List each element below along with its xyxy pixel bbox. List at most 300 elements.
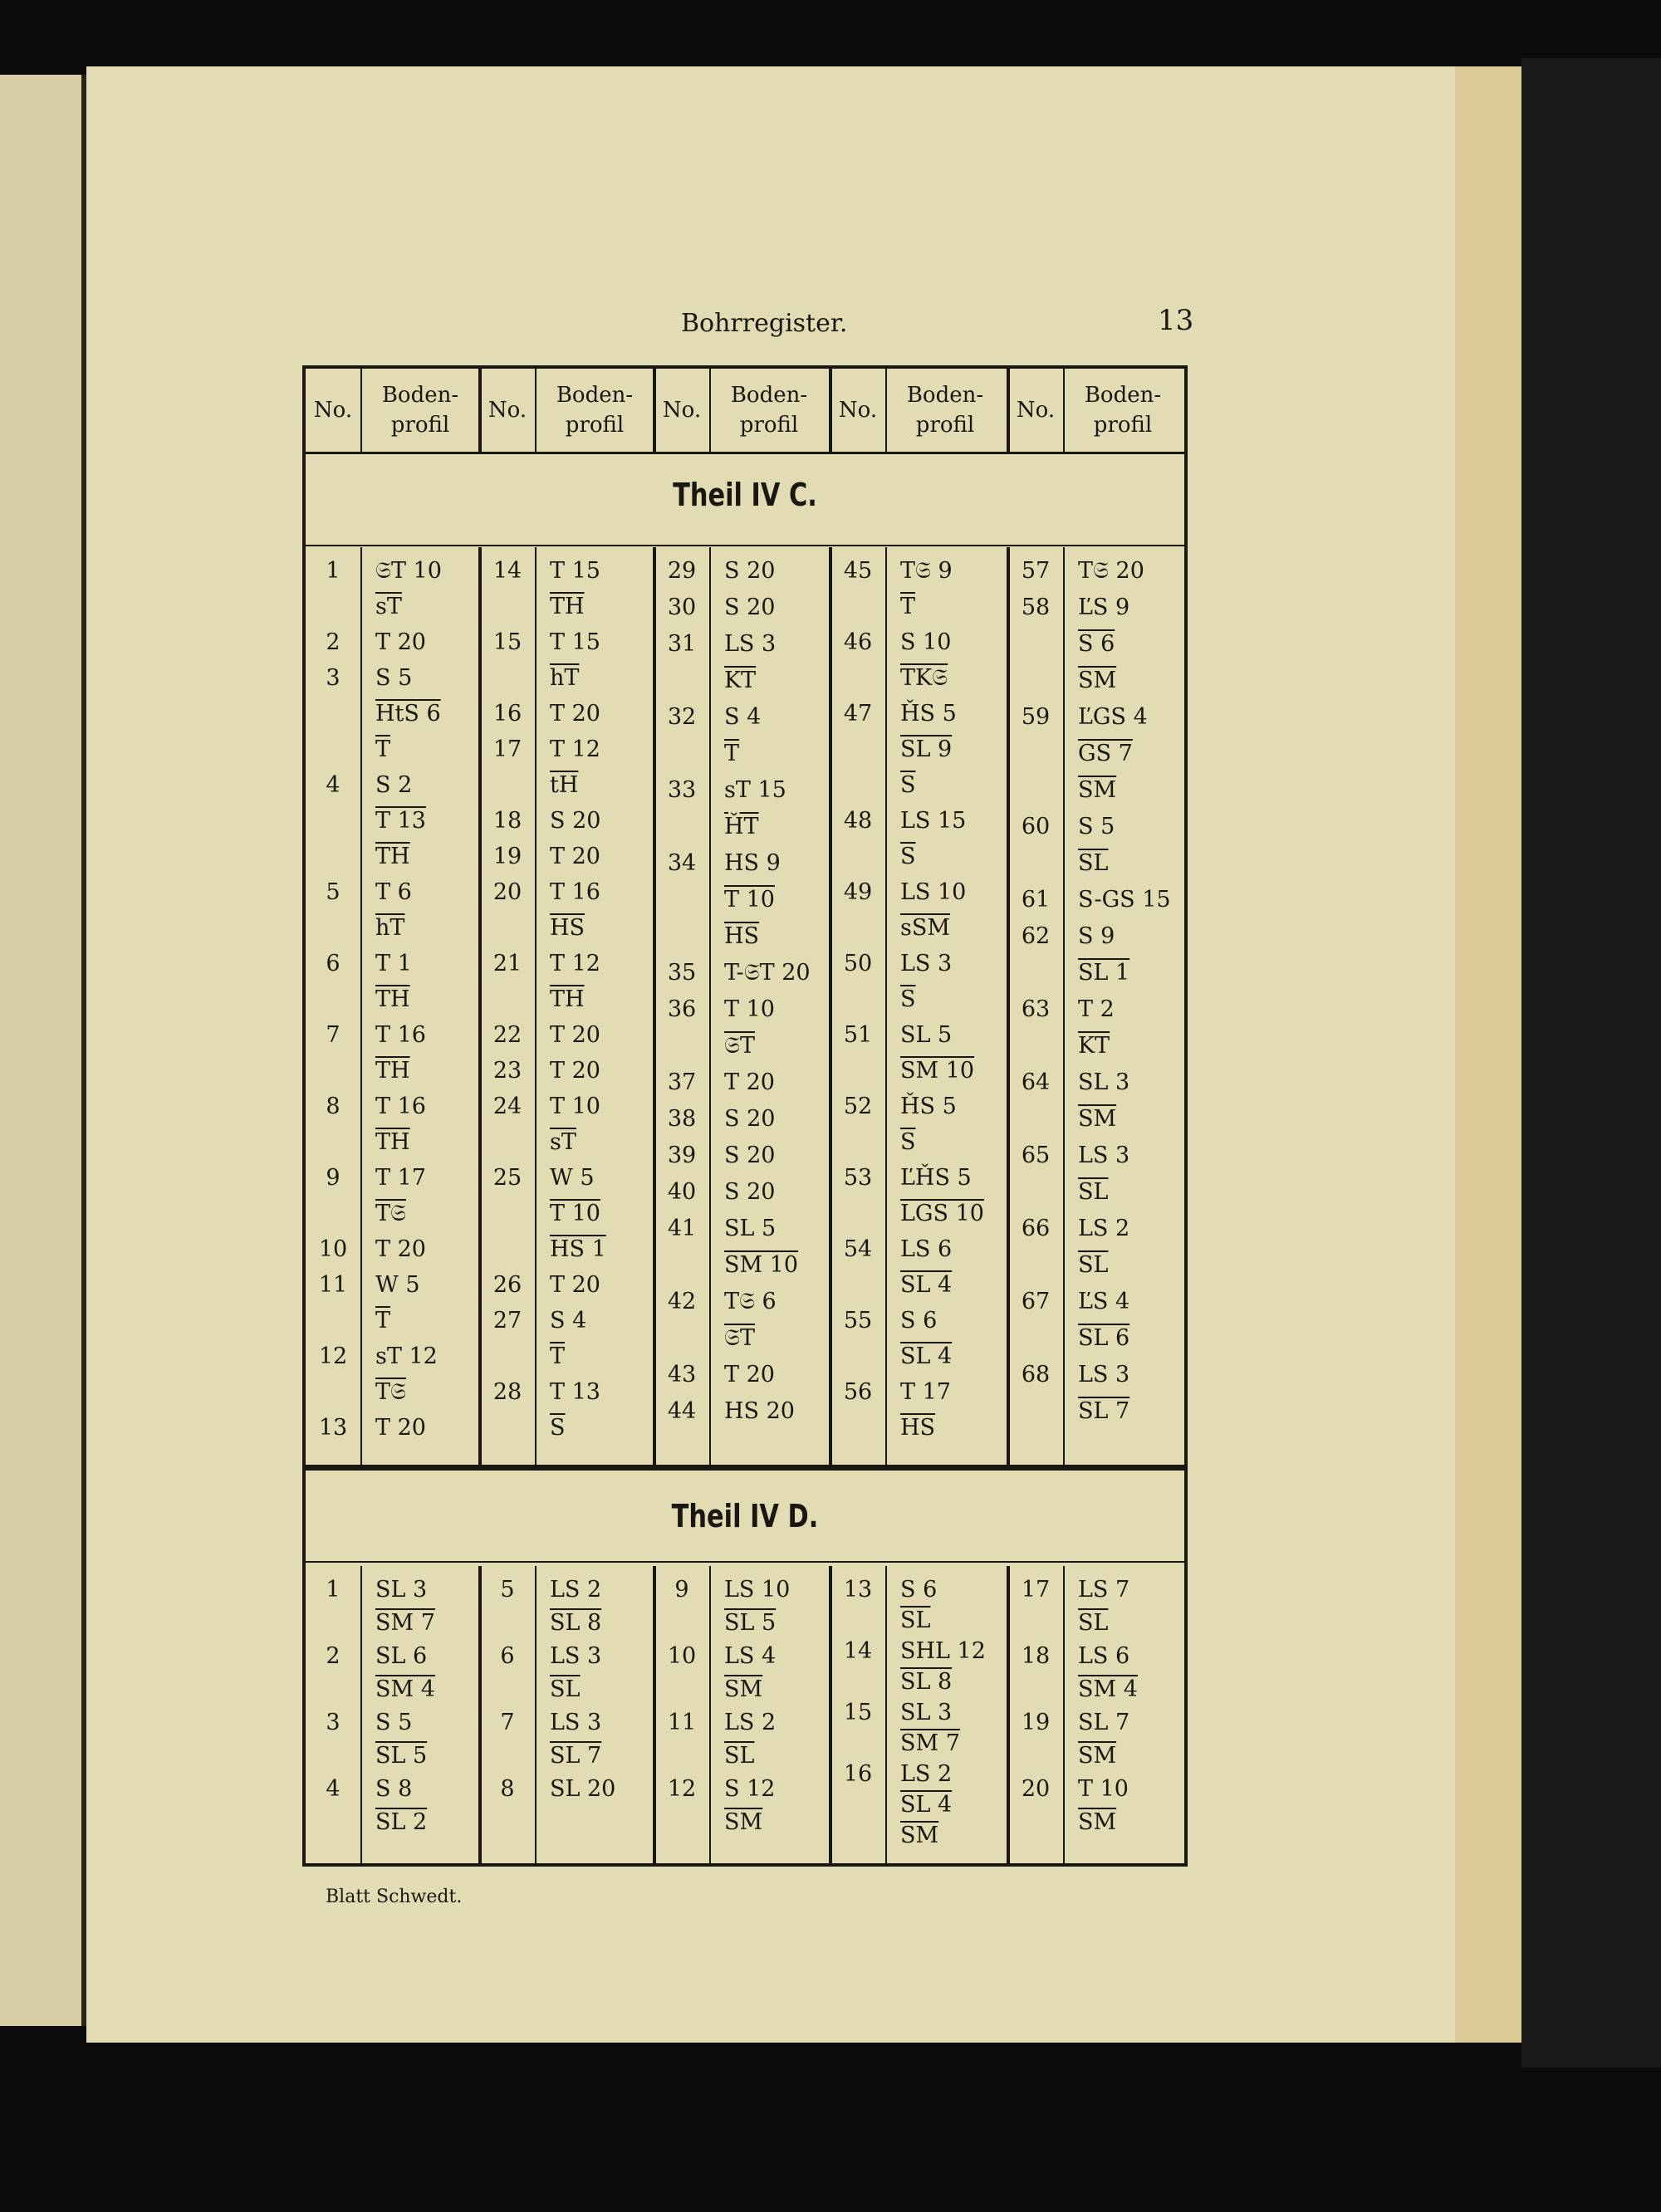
soil-profile-line: $\overline{HS}$ bbox=[724, 923, 760, 949]
soil-profile-line: $\overline{hT}$ bbox=[550, 665, 580, 691]
soil-profile-line: T 10 bbox=[724, 996, 775, 1022]
soil-profile-line: W 5 bbox=[550, 1165, 595, 1191]
column-divider bbox=[360, 1566, 362, 1863]
entry-number: 50 bbox=[843, 951, 873, 976]
soil-profile-line: S 6 bbox=[900, 1308, 938, 1334]
soil-profile-line: $\overline{TH}$ bbox=[375, 1058, 410, 1084]
entry-number: 6 bbox=[326, 951, 341, 976]
group-divider bbox=[829, 547, 832, 1465]
entry-number: 14 bbox=[492, 558, 522, 584]
soil-profile-line: $\overline{T}$ bbox=[550, 1343, 566, 1369]
soil-profile-line: LS 2 bbox=[724, 1710, 777, 1735]
soil-profile-line: SM 4 bbox=[1078, 1676, 1138, 1702]
soil-profile-line: LS 2 bbox=[550, 1577, 602, 1603]
soil-profile-line: SL 9 bbox=[900, 737, 953, 762]
entry-number: 18 bbox=[1021, 1643, 1051, 1669]
entry-number: 17 bbox=[492, 737, 522, 762]
entry-number: 57 bbox=[1021, 558, 1051, 584]
header-no: No. bbox=[838, 398, 878, 423]
soil-profile-line: LGS 10 bbox=[900, 1201, 984, 1226]
column-divider bbox=[1063, 1566, 1065, 1863]
soil-profile-line: S 20 bbox=[724, 1179, 776, 1205]
soil-profile-line: S 20 bbox=[724, 558, 776, 584]
soil-profile-line: LS 7 bbox=[1078, 1577, 1130, 1603]
soil-profile-line: SL 4 bbox=[900, 1343, 953, 1369]
soil-profile-line: T 16 bbox=[375, 1094, 426, 1119]
soil-profile-line: SM 7 bbox=[900, 1730, 960, 1756]
entry-number: 12 bbox=[318, 1343, 348, 1369]
soil-profile-line: HtS 6 bbox=[375, 701, 441, 727]
entry-number: 31 bbox=[667, 631, 697, 657]
column-divider bbox=[535, 1566, 537, 1863]
soil-profile-line: $\overline{TH}$ bbox=[375, 1129, 410, 1155]
soil-profile-line: LS 15 bbox=[900, 808, 967, 834]
entry-number: 56 bbox=[843, 1379, 873, 1405]
soil-profile-line: T 20 bbox=[550, 701, 600, 727]
soil-profile-line: $\overline{SM}$ bbox=[1078, 1106, 1117, 1132]
column-divider bbox=[360, 547, 362, 1465]
column-divider bbox=[709, 1566, 711, 1863]
entry-number: 46 bbox=[843, 629, 873, 655]
soil-profile-line: T 17 bbox=[900, 1379, 951, 1405]
soil-profile-line: T 15 bbox=[550, 629, 600, 655]
soil-profile-line: $\overline{SM}$ bbox=[724, 1809, 763, 1835]
entry-number: 20 bbox=[1021, 1776, 1051, 1802]
soil-profile-line: 𝔖T bbox=[724, 1325, 755, 1351]
header-bodenprofil: Boden- profil bbox=[730, 383, 808, 438]
entry-number: 30 bbox=[667, 595, 697, 620]
soil-profile-line: T 13 bbox=[375, 808, 426, 834]
soil-profile-line: T 15 bbox=[550, 558, 600, 584]
soil-profile-line: S 9 bbox=[1078, 923, 1115, 949]
soil-profile-line: T 20 bbox=[724, 1069, 775, 1095]
soil-profile-line: sT 12 bbox=[375, 1343, 438, 1369]
entry-number: 1 bbox=[326, 558, 341, 584]
soil-profile-line: SL 5 bbox=[900, 1022, 953, 1048]
soil-profile-line: S 20 bbox=[724, 595, 776, 620]
entry-number: 9 bbox=[326, 1165, 341, 1191]
soil-profile-line: HS 9 bbox=[724, 850, 781, 876]
soil-profile-line: T-𝔖T 20 bbox=[724, 960, 811, 986]
entry-number: 26 bbox=[492, 1272, 522, 1298]
soil-profile-line: $\overline{SM}$ bbox=[1078, 668, 1117, 693]
group-divider bbox=[478, 547, 482, 1465]
page-header-title: Bohrregister. bbox=[681, 309, 848, 338]
soil-profile-line: T 20 bbox=[375, 1236, 426, 1262]
soil-profile-line: SL 5 bbox=[375, 1743, 428, 1769]
soil-profile-line: S 5 bbox=[375, 665, 413, 691]
section-header-underline bbox=[306, 545, 1184, 546]
soil-profile-line: ĽȞS 5 bbox=[900, 1165, 972, 1191]
entry-number: 8 bbox=[500, 1776, 515, 1802]
soil-profile-line: S 8 bbox=[375, 1776, 413, 1802]
entry-number: 67 bbox=[1021, 1289, 1051, 1314]
entry-number: 41 bbox=[667, 1216, 697, 1241]
soil-profile-line: T 10 bbox=[550, 1201, 600, 1226]
group-divider bbox=[1007, 547, 1010, 1465]
soil-profile-line: S 4 bbox=[724, 704, 762, 730]
soil-profile-line: T 16 bbox=[375, 1022, 426, 1048]
soil-profile-line: LS 6 bbox=[900, 1236, 953, 1262]
column-divider bbox=[709, 547, 711, 1465]
soil-profile-line: LS 3 bbox=[900, 951, 953, 976]
entry-number: 33 bbox=[667, 777, 697, 803]
soil-profile-line: ĽGS 4 bbox=[1078, 704, 1148, 730]
soil-profile-line: LS 4 bbox=[724, 1643, 777, 1669]
entry-number: 16 bbox=[492, 701, 522, 727]
table-header-row bbox=[306, 369, 1184, 454]
soil-profile-line: SL 20 bbox=[550, 1776, 616, 1802]
soil-profile-line: $\overline{TH}$ bbox=[550, 594, 585, 619]
page-number: 13 bbox=[1158, 304, 1194, 337]
entry-number: 64 bbox=[1021, 1069, 1051, 1095]
soil-profile-line: LS 3 bbox=[550, 1643, 602, 1669]
entry-number: 45 bbox=[843, 558, 873, 584]
soil-profile-line: $\overline{SM}$ bbox=[900, 1823, 939, 1848]
entry-number: 19 bbox=[492, 844, 522, 869]
soil-profile-line: $\overline{T}$ bbox=[900, 594, 916, 619]
soil-profile-line: LS 2 bbox=[1078, 1216, 1130, 1241]
boring-register-table bbox=[302, 365, 1188, 1867]
entry-number: 4 bbox=[326, 1776, 341, 1802]
header-divider bbox=[535, 369, 537, 452]
soil-profile-line: S 10 bbox=[900, 629, 952, 655]
entry-number: 59 bbox=[1021, 704, 1051, 730]
soil-profile-line: HS 1 bbox=[550, 1236, 606, 1262]
soil-profile-line: T𝔖 20 bbox=[1078, 558, 1144, 584]
soil-profile-line: SM 10 bbox=[724, 1252, 799, 1278]
soil-profile-line: $\overline{SM}$ bbox=[1078, 1743, 1117, 1769]
entry-number: 9 bbox=[674, 1577, 689, 1603]
soil-profile-line: S 5 bbox=[1078, 814, 1115, 839]
soil-profile-line: SL 7 bbox=[1078, 1710, 1130, 1735]
entry-number: 13 bbox=[318, 1415, 348, 1441]
entry-number: 25 bbox=[492, 1165, 522, 1191]
entry-number: 11 bbox=[667, 1710, 697, 1735]
column-divider bbox=[885, 547, 887, 1465]
soil-profile-line: $\overline{SL}$ bbox=[900, 1608, 931, 1633]
soil-profile-line: T 20 bbox=[375, 1415, 426, 1441]
soil-profile-line: ȞS 5 bbox=[900, 701, 957, 727]
soil-profile-line: SL 2 bbox=[375, 1809, 428, 1835]
soil-profile-line: $\overline{S}$ bbox=[900, 844, 916, 869]
entry-number: 37 bbox=[667, 1069, 697, 1095]
soil-profile-line: S 20 bbox=[550, 808, 601, 834]
soil-profile-line: SL 3 bbox=[375, 1577, 428, 1603]
entry-number: 53 bbox=[843, 1165, 873, 1191]
header-no: No. bbox=[313, 398, 353, 423]
soil-profile-line: $\overline{HS}$ bbox=[900, 1415, 936, 1441]
entry-number: 5 bbox=[326, 879, 341, 905]
entry-number: 40 bbox=[667, 1179, 697, 1205]
entry-number: 4 bbox=[326, 772, 341, 798]
soil-profile-line: $\overline{TH}$ bbox=[550, 986, 585, 1012]
soil-profile-line: SL 4 bbox=[900, 1272, 953, 1298]
header-bodenprofil: Boden- profil bbox=[1084, 383, 1162, 438]
soil-profile-line: S 5 bbox=[375, 1710, 413, 1735]
entry-number: 20 bbox=[492, 879, 522, 905]
header-bodenprofil: Boden- profil bbox=[381, 383, 459, 438]
entry-number: 43 bbox=[667, 1362, 697, 1387]
entry-number: 34 bbox=[667, 850, 697, 876]
soil-profile-line: LS 10 bbox=[900, 879, 967, 905]
soil-profile-line: SL 3 bbox=[1078, 1069, 1130, 1095]
entry-number: 49 bbox=[843, 879, 873, 905]
group-divider bbox=[478, 1566, 482, 1863]
soil-profile-line: T 16 bbox=[550, 879, 600, 905]
entry-number: 2 bbox=[326, 629, 341, 655]
soil-profile-line: $\overline{HS}$ bbox=[550, 915, 586, 941]
entry-number: 23 bbox=[492, 1058, 522, 1084]
soil-profile-line: T 20 bbox=[550, 844, 600, 869]
header-no: No. bbox=[662, 398, 702, 423]
soil-profile-line: SHL 12 bbox=[900, 1638, 986, 1664]
soil-profile-line: $\overline{KT}$ bbox=[1078, 1033, 1110, 1059]
soil-profile-line: LS 10 bbox=[724, 1577, 791, 1603]
header-divider bbox=[709, 369, 711, 452]
soil-profile-line: ĽS 4 bbox=[1078, 1289, 1130, 1314]
soil-profile-line: SL 7 bbox=[550, 1743, 602, 1769]
soil-profile-line: $\overline{TH}$ bbox=[375, 844, 410, 869]
soil-profile-line: T 6 bbox=[375, 879, 412, 905]
entry-number: 58 bbox=[1021, 595, 1051, 620]
column-divider bbox=[535, 547, 537, 1465]
entry-number: 17 bbox=[1021, 1577, 1051, 1603]
soil-profile-line: 𝔖T bbox=[724, 1033, 755, 1059]
soil-profile-line: SM 4 bbox=[375, 1676, 435, 1702]
group-divider bbox=[653, 1566, 656, 1863]
soil-profile-line: T 10 bbox=[550, 1094, 600, 1119]
entry-number: 1 bbox=[326, 1577, 341, 1603]
entry-number: 3 bbox=[326, 665, 341, 691]
header-group-divider bbox=[1007, 369, 1010, 452]
soil-profile-line: LS 6 bbox=[1078, 1643, 1130, 1669]
entry-number: 11 bbox=[318, 1272, 348, 1298]
soil-profile-line: S 6 bbox=[900, 1577, 938, 1603]
entry-number: 16 bbox=[843, 1761, 873, 1787]
soil-profile-line: T 12 bbox=[550, 951, 600, 976]
soil-profile-line: $\overline{tH}$ bbox=[550, 772, 579, 798]
entry-number: 8 bbox=[326, 1094, 341, 1119]
entry-number: 51 bbox=[843, 1022, 873, 1048]
soil-profile-line: $\overline{S}$ bbox=[900, 1129, 916, 1155]
entry-number: 2 bbox=[326, 1643, 341, 1669]
soil-profile-line: $\overline{S}$ bbox=[900, 772, 916, 798]
entry-number: 6 bbox=[500, 1643, 515, 1669]
entry-number: 27 bbox=[492, 1308, 522, 1334]
soil-profile-line: $\overline{sT}$ bbox=[375, 594, 402, 619]
soil-profile-line: T 17 bbox=[375, 1165, 426, 1191]
soil-profile-line: $\overline{ȞT}$ bbox=[724, 814, 759, 839]
group-divider bbox=[653, 547, 656, 1465]
soil-profile-line: S 2 bbox=[375, 772, 413, 798]
soil-profile-line: T 20 bbox=[724, 1362, 775, 1387]
soil-profile-line: T 20 bbox=[550, 1272, 600, 1298]
soil-profile-line: SL 6 bbox=[375, 1643, 428, 1669]
soil-profile-line: SM 7 bbox=[375, 1610, 435, 1636]
entry-number: 38 bbox=[667, 1106, 697, 1132]
entry-number: 10 bbox=[318, 1236, 348, 1262]
entry-number: 7 bbox=[500, 1710, 515, 1735]
left-page-edge bbox=[0, 75, 86, 2026]
group-divider bbox=[829, 1566, 832, 1863]
entry-number: 32 bbox=[667, 704, 697, 730]
entry-number: 65 bbox=[1021, 1143, 1051, 1168]
section-title: Theil IV D. bbox=[671, 1498, 819, 1534]
soil-profile-line: SL 1 bbox=[1078, 960, 1130, 986]
soil-profile-line: sT 15 bbox=[724, 777, 786, 803]
soil-profile-line: T 10 bbox=[1078, 1776, 1129, 1802]
soil-profile-line: $\overline{sT}$ bbox=[550, 1129, 576, 1155]
soil-profile-line: $\overline{hT}$ bbox=[375, 915, 405, 941]
soil-profile-line: $\overline{SL}$ bbox=[724, 1743, 755, 1769]
soil-profile-line: T𝔖 9 bbox=[900, 558, 953, 584]
soil-profile-line: $\overline{SL}$ bbox=[1078, 1252, 1109, 1278]
entry-number: 47 bbox=[843, 701, 873, 727]
soil-profile-line: T𝔖 6 bbox=[724, 1289, 777, 1314]
soil-profile-line: LS 3 bbox=[1078, 1362, 1130, 1387]
soil-profile-line: $\overline{T}$ bbox=[724, 741, 740, 766]
section-header-underline bbox=[306, 1561, 1184, 1563]
soil-profile-line: GS 7 bbox=[1078, 741, 1133, 766]
soil-profile-line: T 2 bbox=[1078, 996, 1115, 1022]
soil-profile-line: W 5 bbox=[375, 1272, 420, 1298]
soil-profile-line: $\overline{sSM}$ bbox=[900, 915, 950, 941]
header-bodenprofil: Boden- profil bbox=[556, 383, 634, 438]
soil-profile-line: $\overline{TH}$ bbox=[375, 986, 410, 1012]
entry-number: 10 bbox=[667, 1643, 697, 1669]
soil-profile-line: $\overline{KT}$ bbox=[724, 668, 757, 693]
entry-number: 62 bbox=[1021, 923, 1051, 949]
header-bodenprofil: Boden- profil bbox=[906, 383, 984, 438]
soil-profile-line: $\overline{SM}$ bbox=[1078, 777, 1117, 803]
entry-number: 60 bbox=[1021, 814, 1051, 839]
soil-profile-line: SL 8 bbox=[900, 1669, 953, 1695]
book-spine bbox=[1521, 58, 1661, 2068]
entry-number: 22 bbox=[492, 1022, 522, 1048]
soil-profile-line: T 20 bbox=[375, 629, 426, 655]
entry-number: 42 bbox=[667, 1289, 697, 1314]
soil-profile-line: LS 2 bbox=[900, 1761, 953, 1787]
soil-profile-line: S 12 bbox=[724, 1776, 776, 1802]
entry-number: 21 bbox=[492, 951, 522, 976]
page-edge bbox=[1455, 66, 1521, 2043]
entry-number: 61 bbox=[1021, 887, 1051, 913]
soil-profile-line: S 20 bbox=[724, 1143, 776, 1168]
header-group-divider bbox=[829, 369, 832, 452]
header-divider bbox=[360, 369, 362, 452]
soil-profile-line: SM 10 bbox=[900, 1058, 975, 1084]
entry-number: 28 bbox=[492, 1379, 522, 1405]
soil-profile-line: T 1 bbox=[375, 951, 412, 976]
soil-profile-line: $\overline{T}$ bbox=[375, 1308, 391, 1334]
soil-profile-line: $\overline{SL}$ bbox=[550, 1676, 581, 1702]
soil-profile-line: SL 7 bbox=[1078, 1398, 1130, 1424]
soil-profile-line: S-GS 15 bbox=[1078, 887, 1171, 913]
entry-number: 15 bbox=[843, 1700, 873, 1725]
entry-number: 55 bbox=[843, 1308, 873, 1334]
soil-profile-line: $\overline{SM}$ bbox=[1078, 1809, 1117, 1835]
header-divider bbox=[1063, 369, 1065, 452]
soil-profile-line: TK𝔖 bbox=[900, 665, 948, 691]
soil-profile-line: SL 4 bbox=[900, 1792, 953, 1818]
soil-profile-line: $\overline{SM}$ bbox=[724, 1676, 763, 1702]
soil-profile-line: $\overline{SL}$ bbox=[1078, 1179, 1109, 1205]
soil-profile-line: LS 3 bbox=[550, 1710, 602, 1735]
soil-profile-line: $\overline{S}$ bbox=[550, 1415, 566, 1441]
soil-profile-line: SL 5 bbox=[724, 1216, 777, 1241]
soil-profile-line: ȞS 5 bbox=[900, 1094, 957, 1119]
soil-profile-line: SL 8 bbox=[550, 1610, 602, 1636]
soil-profile-line: S 6 bbox=[1078, 631, 1115, 657]
soil-profile-line: LS 3 bbox=[1078, 1143, 1130, 1168]
soil-profile-line: $\overline{S}$ bbox=[900, 986, 916, 1012]
entry-number: 36 bbox=[667, 996, 697, 1022]
entry-number: 5 bbox=[500, 1577, 515, 1603]
soil-profile-line: $\overline{SL}$ bbox=[1078, 1610, 1109, 1636]
entry-number: 68 bbox=[1021, 1362, 1051, 1387]
soil-profile-line: T 20 bbox=[550, 1022, 600, 1048]
entry-number: 29 bbox=[667, 558, 697, 584]
header-group-divider bbox=[653, 369, 656, 452]
soil-profile-line: HS 20 bbox=[724, 1398, 795, 1424]
soil-profile-line: T 20 bbox=[550, 1058, 600, 1084]
soil-profile-line: SL 6 bbox=[1078, 1325, 1130, 1351]
soil-profile-line: SL 5 bbox=[724, 1610, 777, 1636]
header-group-divider bbox=[478, 369, 482, 452]
entry-number: 48 bbox=[843, 808, 873, 834]
page-footer: Blatt Schwedt. bbox=[326, 1887, 463, 1907]
header-divider bbox=[885, 369, 887, 452]
entry-number: 15 bbox=[492, 629, 522, 655]
entry-number: 12 bbox=[667, 1776, 697, 1802]
soil-profile-line: $\overline{SL}$ bbox=[1078, 850, 1109, 876]
section-title: Theil IV C. bbox=[673, 477, 817, 513]
soil-profile-line: T 13 bbox=[550, 1379, 600, 1405]
entry-number: 18 bbox=[492, 808, 522, 834]
entry-number: 14 bbox=[843, 1638, 873, 1664]
header-no: No. bbox=[1016, 398, 1056, 423]
soil-profile-line: T𝔖 bbox=[375, 1379, 406, 1405]
soil-profile-line: 𝔖T 10 bbox=[375, 558, 442, 584]
entry-number: 24 bbox=[492, 1094, 522, 1119]
soil-profile-line: $\overline{T}$ bbox=[375, 737, 391, 762]
entry-number: 63 bbox=[1021, 996, 1051, 1022]
section-separator-line bbox=[306, 1468, 1184, 1471]
soil-profile-line: S 4 bbox=[550, 1308, 587, 1334]
entry-number: 66 bbox=[1021, 1216, 1051, 1241]
soil-profile-line: T 12 bbox=[550, 737, 600, 762]
soil-profile-line: ĽS 9 bbox=[1078, 595, 1130, 620]
entry-number: 19 bbox=[1021, 1710, 1051, 1735]
entry-number: 44 bbox=[667, 1398, 697, 1424]
entry-number: 39 bbox=[667, 1143, 697, 1168]
soil-profile-line: LS 3 bbox=[724, 631, 777, 657]
entry-number: 13 bbox=[843, 1577, 873, 1603]
entry-number: 54 bbox=[843, 1236, 873, 1262]
soil-profile-line: S 20 bbox=[724, 1106, 776, 1132]
soil-profile-line: T𝔖 bbox=[375, 1201, 406, 1226]
entry-number: 35 bbox=[667, 960, 697, 986]
column-divider bbox=[885, 1566, 887, 1863]
soil-profile-line: T 10 bbox=[724, 887, 775, 913]
entry-number: 52 bbox=[843, 1094, 873, 1119]
soil-profile-line: SL 3 bbox=[900, 1700, 953, 1725]
column-divider bbox=[1063, 547, 1065, 1465]
entry-number: 3 bbox=[326, 1710, 341, 1735]
entry-number: 7 bbox=[326, 1022, 341, 1048]
header-no: No. bbox=[488, 398, 527, 423]
